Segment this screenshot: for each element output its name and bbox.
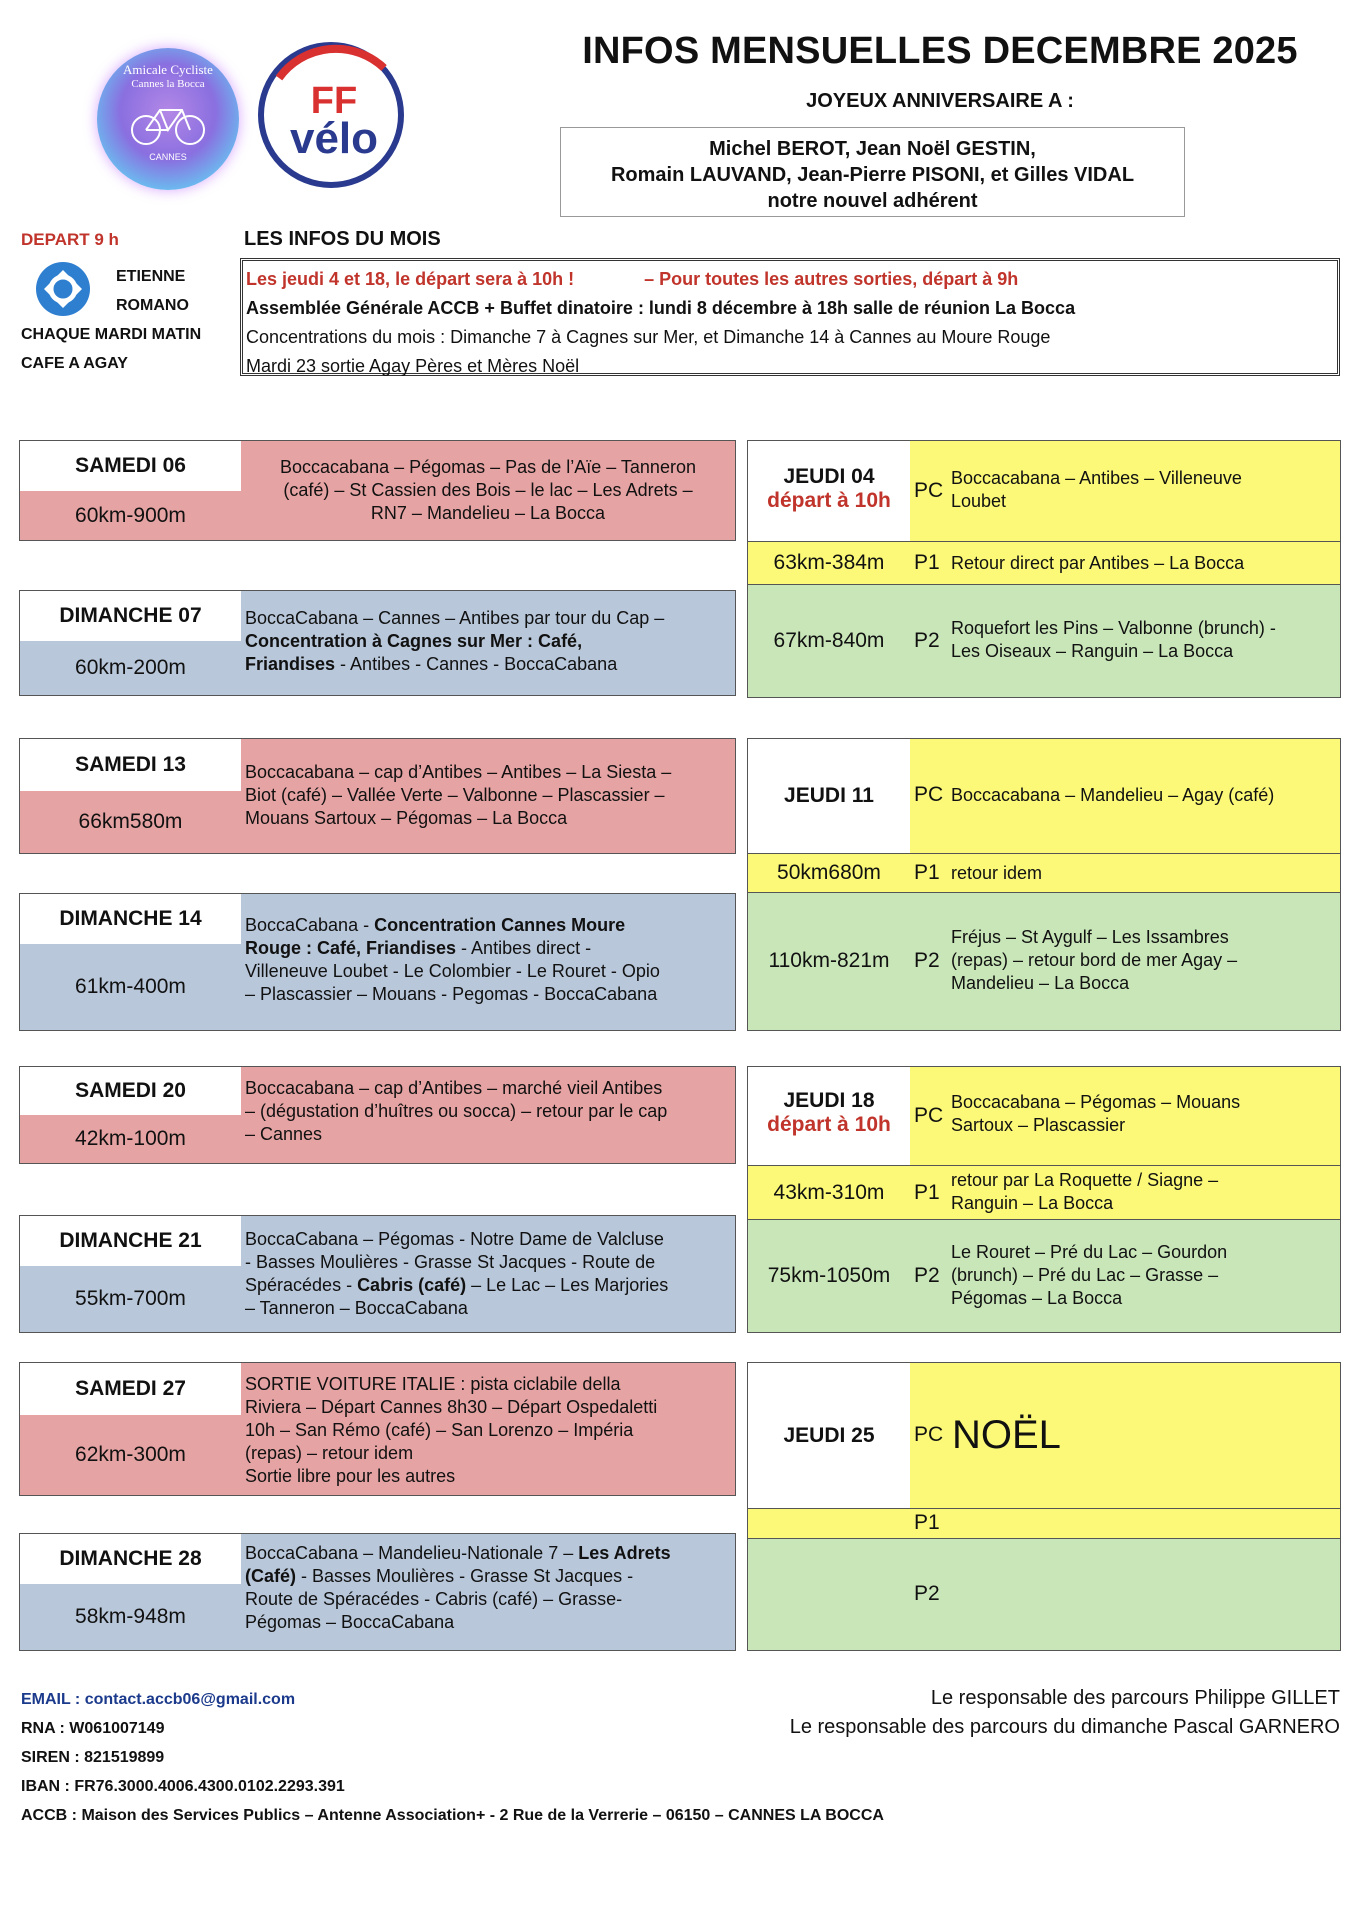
thursday-day-label: JEUDI 11: [784, 784, 874, 807]
level-p1-label: P1: [914, 861, 940, 884]
level-p2-label: P2: [914, 1264, 940, 1287]
ride-day: SAMEDI 06: [20, 441, 241, 491]
route-line: SORTIE VOITURE ITALIE : pista ciclabile della: [245, 1374, 621, 1394]
route-line: Boccacabana – Antibes – Villeneuve: [951, 468, 1242, 488]
infos-title: LES INFOS DU MOIS: [244, 228, 441, 250]
side-line-mardi: CHAQUE MARDI MATIN: [21, 326, 202, 343]
route-line: BoccaCabana -: [245, 915, 375, 935]
thursday-pc-route: [951, 784, 1274, 807]
thursday-pc: [910, 1363, 1340, 1508]
ride-day: DIMANCHE 14: [20, 894, 241, 944]
route-line: BoccaCabana – Cannes – Antibes par tour du Cap –: [245, 608, 665, 628]
thursday-day: [748, 1363, 910, 1508]
route-line-bold: Rouge : Café, Friandises: [245, 938, 457, 958]
thursday-p2-route: [951, 926, 1237, 995]
route-line: Sortie libre pour les autres: [245, 1466, 456, 1486]
thursday-p1: [748, 1509, 1340, 1538]
ffvelo-logo: [254, 38, 409, 193]
thursday-p2: [748, 893, 1340, 1030]
ride-card-jeudi-04: [747, 440, 1341, 698]
route-line: - Antibes direct -: [456, 938, 592, 958]
level-p1-label: P1: [914, 551, 940, 574]
route-line-bold: Friandises: [245, 654, 336, 674]
info-line-3: Concentrations du mois : Dimanche 7 à Cagnes sur Mer, et Dimanche 14 à Cannes au Moure Rouge: [246, 327, 1051, 347]
route-line: Spéracédes -: [245, 1275, 358, 1295]
route-line: – Cannes: [245, 1124, 323, 1144]
birthday-box: [560, 127, 1185, 217]
ride-route: [241, 739, 735, 853]
thursday-start-note: départ à 10h: [767, 1113, 891, 1136]
route-line: Mandelieu – La Bocca: [951, 973, 1130, 993]
birthday-title: JOYEUX ANNIVERSAIRE A :: [806, 90, 1074, 112]
ride-distance: 42km-100m: [20, 1115, 241, 1163]
route-line: Mouans Sartoux – Pégomas – La Bocca: [245, 808, 568, 828]
route-line: Villeneuve Loubet - Le Colombier - Le Rouret - Opio: [245, 961, 660, 981]
ride-distance: 62km-300m: [20, 1415, 241, 1495]
ride-card-jeudi-25: [747, 1362, 1341, 1651]
side-line-etienne: ETIENNE: [116, 268, 186, 285]
ride-distance: 58km-948m: [20, 1584, 241, 1650]
thursday-day: [748, 1067, 910, 1165]
route-line: Les Oiseaux – Ranguin – La Bocca: [951, 641, 1234, 661]
ride-day: SAMEDI 13: [20, 739, 241, 791]
level-p2-label: P2: [914, 949, 940, 972]
info-line-4: Mardi 23 sortie Agay Pères et Mères Noël: [246, 356, 580, 376]
thursday-p1-route: [951, 1169, 1218, 1215]
route-line: Sartoux – Plascassier: [951, 1115, 1126, 1135]
club-logo: [97, 48, 239, 190]
ride-card-dimanche-21: [19, 1215, 736, 1333]
route-line: Biot (café) – Vallée Verte – Valbonne – Plascassier –: [245, 785, 665, 805]
footer-resp-2: Le responsable des parcours du dimanche Pascal GARNERO: [789, 1716, 1340, 1738]
ride-day: SAMEDI 20: [20, 1067, 241, 1115]
ride-distance: 60km-900m: [20, 491, 241, 540]
thursday-pc: [910, 441, 1340, 541]
ride-day: DIMANCHE 21: [20, 1216, 241, 1266]
thursday-p2-route: [951, 617, 1276, 663]
footer-iban: IBAN : FR76.3000.4006.4300.0102.2293.391: [21, 1778, 345, 1795]
thursday-p1-distance: 63km-384m: [773, 551, 885, 574]
thursday-day: [748, 739, 910, 853]
ride-card-samedi-20: [19, 1066, 736, 1164]
level-p2-label: P2: [914, 1582, 940, 1605]
footer-email[interactable]: EMAIL : contact.accb06@gmail.com: [21, 1691, 296, 1708]
route-line-bold: Cabris (café): [357, 1275, 467, 1295]
route-line-bold: Concentration Cannes Moure: [374, 915, 626, 935]
thursday-pc-route: [951, 467, 1242, 513]
page-title: INFOS MENSUELLES DECEMBRE 2025: [582, 30, 1298, 72]
thursday-p1-distance: 43km-310m: [773, 1181, 885, 1204]
birthday-line: Romain LAUVAND, Jean-Pierre PISONI, et Gilles VIDAL: [610, 164, 1135, 186]
ride-card-samedi-06: [19, 440, 736, 541]
ride-distance: 61km-400m: [20, 944, 241, 1030]
route-line: Ranguin – La Bocca: [951, 1193, 1114, 1213]
ride-day: DIMANCHE 07: [20, 591, 241, 641]
ride-card-samedi-13: [19, 738, 736, 854]
thursday-pc-route: NOËL: [952, 1413, 1061, 1457]
ffvelo-logo-bottom: vélo: [289, 114, 379, 163]
route-line: 10h – San Rémo (café) – San Lorenzo – Impéria: [245, 1420, 634, 1440]
route-line: - Basses Moulières - Grasse St Jacques - Route de: [245, 1252, 656, 1272]
thursday-day-label: JEUDI 04: [783, 465, 875, 488]
thursday-p1: [748, 1166, 1340, 1219]
route-line: Route de Spéracédes - Cabris (café) – Grasse-: [245, 1589, 623, 1609]
thursday-day-label: JEUDI 18: [783, 1089, 875, 1112]
ride-route: [241, 1363, 735, 1495]
thursday-p2: [748, 1220, 1340, 1332]
ride-route: [241, 591, 735, 695]
route-line: BoccaCabana – Pégomas - Notre Dame de Valcluse: [245, 1229, 664, 1249]
route-line: Pégomas – La Bocca: [951, 1288, 1123, 1308]
route-line: (café) – St Cassien des Bois – le lac – Les Adrets –: [283, 480, 693, 500]
club-logo-line3: CANNES: [149, 152, 187, 162]
ride-card-jeudi-18: [747, 1066, 1341, 1333]
thursday-p1-route: retour idem: [951, 863, 1043, 883]
level-pc-label: PC: [914, 479, 944, 502]
route-line-bold: Concentration à Cagnes sur Mer : Café,: [245, 631, 583, 651]
route-line: - Antibes - Cannes - BoccaCabana: [335, 654, 618, 674]
bicycle-icon: [128, 98, 208, 148]
level-p1-label: P1: [914, 1181, 940, 1204]
route-line: retour par La Roquette / Siagne –: [951, 1170, 1219, 1190]
route-line: (repas) – retour bord de mer Agay –: [951, 950, 1238, 970]
roundabout-icon: [36, 262, 90, 316]
ride-distance: 66km580m: [20, 791, 241, 853]
info-line-1a: Les jeudi 4 et 18, le départ sera à 10h !: [246, 269, 575, 289]
thursday-p2-route: [951, 1241, 1227, 1310]
route-line: (repas) – retour idem: [245, 1443, 414, 1463]
level-pc-label: PC: [914, 1104, 944, 1127]
route-line: – Tanneron – BoccaCabana: [245, 1298, 468, 1318]
level-p2-label: P2: [914, 629, 940, 652]
route-line: – (dégustation d’huîtres ou socca) – retour par le cap: [245, 1101, 668, 1121]
route-line: Riviera – Départ Cannes 8h30 – Départ Ospedaletti: [245, 1397, 658, 1417]
route-line: Fréjus – St Aygulf – Les Issambres: [951, 927, 1229, 947]
thursday-p2-distance: 75km-1050m: [767, 1264, 891, 1287]
ride-route: [241, 1534, 735, 1650]
birthday-line: notre nouvel adhérent: [767, 190, 978, 212]
route-line: – Le Lac – Les Marjories: [466, 1275, 669, 1295]
ffvelo-logo-top: FF: [310, 80, 358, 122]
route-line: Roquefort les Pins – Valbonne (brunch) -: [951, 618, 1276, 638]
thursday-p1-distance: 50km680m: [777, 861, 881, 884]
route-line: Pégomas – BoccaCabana: [245, 1612, 455, 1632]
route-line: – Plascassier – Mouans - Pegomas - BoccaCabana: [245, 984, 658, 1004]
ride-route: [241, 1067, 735, 1163]
birthday-line: Michel BEROT, Jean Noël GESTIN,: [709, 138, 1036, 160]
thursday-day: [748, 441, 910, 541]
thursday-p1-route: Retour direct par Antibes – La Bocca: [951, 553, 1245, 573]
level-p1-label: P1: [914, 1511, 940, 1534]
side-line-agay: CAFE A AGAY: [21, 355, 128, 372]
route-line: (brunch) – Pré du Lac – Grasse –: [951, 1265, 1219, 1285]
ride-route: [241, 1216, 735, 1332]
info-line-1b: – Pour toutes les autres sorties, départ à 9h: [644, 269, 1019, 289]
route-line: Boccacabana – Mandelieu – Agay (café): [951, 785, 1275, 805]
side-line-romano: ROMANO: [116, 297, 189, 314]
depart-time: DEPART 9 h: [21, 230, 119, 249]
thursday-pc: [910, 739, 1340, 853]
thursday-start-note: départ à 10h: [767, 489, 891, 512]
thursday-p2: [748, 1539, 1340, 1650]
route-line: Boccacabana – Pégomas – Pas de l’Aïe – Tanneron: [280, 457, 696, 477]
route-line: Boccacabana – cap d’Antibes – Antibes – La Siesta –: [245, 762, 672, 782]
footer-rna: RNA : W061007149: [21, 1720, 165, 1737]
route-line: - Basses Moulières - Grasse St Jacques -: [296, 1566, 634, 1586]
thursday-p2: [748, 585, 1340, 697]
footer-address: ACCB : Maison des Services Publics – Antenne Association+ - 2 Rue de la Verrerie – 06150 – CANNES LA BOCCA: [21, 1807, 884, 1824]
level-pc-label: PC: [914, 1423, 944, 1446]
ride-distance: 60km-200m: [20, 641, 241, 695]
footer-siren: SIREN : 821519899: [21, 1749, 165, 1766]
route-line-bold: (Café): [245, 1566, 297, 1586]
thursday-pc-route: [951, 1091, 1240, 1137]
route-line: Le Rouret – Pré du Lac – Gourdon: [951, 1242, 1228, 1262]
route-line: Boccacabana – Pégomas – Mouans: [951, 1092, 1241, 1112]
ride-day: DIMANCHE 28: [20, 1534, 241, 1584]
ride-day: SAMEDI 27: [20, 1363, 241, 1415]
thursday-day-label: JEUDI 25: [783, 1424, 875, 1447]
thursday-p1: [748, 854, 1340, 892]
ride-card-dimanche-07: [19, 590, 736, 696]
ride-route: [241, 441, 735, 540]
route-line: RN7 – Mandelieu – La Bocca: [370, 503, 606, 523]
ride-card-jeudi-11: [747, 738, 1341, 1031]
route-line: BoccaCabana – Mandelieu-Nationale 7 –: [245, 1543, 579, 1563]
ride-route: [241, 894, 735, 1030]
level-pc-label: PC: [914, 783, 944, 806]
route-line: Boccacabana – cap d’Antibes – marché vieil Antibes: [245, 1078, 663, 1098]
footer-resp-1: Le responsable des parcours Philippe GILLET: [930, 1687, 1340, 1709]
club-logo-line2: Cannes la Bocca: [131, 78, 205, 90]
info-line-1: [246, 265, 1334, 294]
ride-card-dimanche-14: [19, 893, 736, 1031]
thursday-pc: [910, 1067, 1340, 1165]
thursday-p2-distance: 67km-840m: [773, 629, 885, 652]
ride-card-samedi-27: [19, 1362, 736, 1496]
route-line: Loubet: [951, 491, 1007, 511]
info-line-2: Assemblée Générale ACCB + Buffet dinatoire : lundi 8 décembre à 18h salle de réunion La Bocca: [246, 298, 1076, 318]
ride-distance: 55km-700m: [20, 1266, 241, 1332]
route-line-bold: Les Adrets: [578, 1543, 671, 1563]
thursday-p2-distance: 110km-821m: [768, 949, 890, 972]
thursday-p1: [748, 542, 1340, 584]
ride-card-dimanche-28: [19, 1533, 736, 1651]
infos-box: [240, 258, 1340, 376]
club-logo-line1: Amicale Cycliste: [123, 62, 213, 77]
